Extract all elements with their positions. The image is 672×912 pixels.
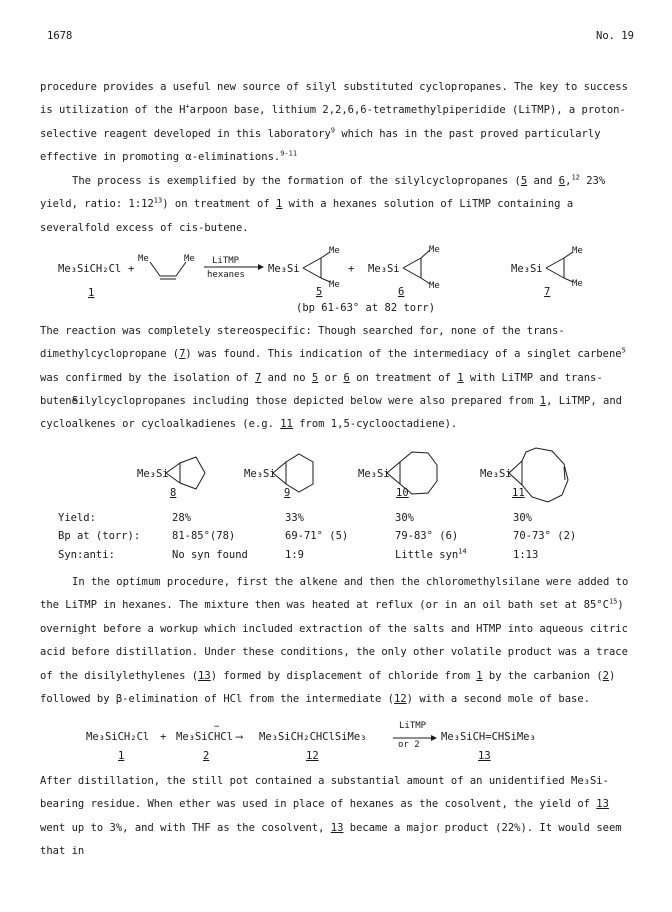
svg-text:Me: Me (138, 254, 149, 264)
table-cell: Little syn$^{14}$ (395, 547, 467, 561)
row-label-bp: Bp at (torr): (58, 530, 141, 542)
scheme2-label-12: 12 (306, 750, 319, 762)
paragraph-stereospecific: The reaction was completely stereospecific: Though searched for, none of the trans-dimethylcyclopropane (7) was found. This indication of the intermediacy of a singlet carbene$^5$ was confirmed by the isolation of 7 and no 5 or 6 on treatment of 1 with LiTMP and trans-butene. (40, 325, 626, 408)
svg-text:Me: Me (429, 245, 440, 255)
table-cell: 33% (285, 512, 304, 524)
label-8: 8 (170, 487, 177, 499)
scheme2-label-1: 1 (118, 750, 125, 762)
label-1: 1 (88, 287, 95, 299)
table-cell: 70-73° (2) (513, 530, 577, 542)
reaction-scheme-1 (0, 240, 672, 320)
structure-8 (166, 457, 205, 489)
table-cell: 28% (172, 512, 191, 524)
svg-text:Me₃Si: Me₃Si (244, 468, 276, 480)
label-10: 10 (396, 487, 409, 499)
table-cell: 1:13 (513, 549, 539, 561)
scheme2-reactant-1: Me₃SiCH₂Cl (86, 731, 150, 743)
cis-butene-structure (150, 262, 186, 279)
cyclopropane-7 (546, 252, 573, 282)
reactant-formula: Me₃SiCH₂Cl (58, 263, 122, 275)
svg-text:Me₃Si: Me₃Si (480, 468, 512, 480)
table-cell: 30% (513, 512, 532, 524)
product-6-si: Me₃Si (368, 263, 400, 275)
cyclopropane-5 (303, 252, 330, 282)
arrow-solvent: hexanes (207, 270, 245, 280)
scheme2-arrow-alt: or 2 (398, 740, 420, 750)
paragraph-distillation: After distillation, the still pot contained a substantial amount of an unidentified Me₃Si-bearing residue. When ether was used in place of hexanes as the cosolvent, the yield of 13 went up to 3%, and with THF as the cosolvent, 13 became a major product (22%). It would seem that in (40, 775, 622, 858)
paragraph-intro: procedure provides a useful new source of silyl substituted cyclopropanes. The key to success is utilization of the H+arpoon base, lithium 2,2,6,6-tetramethylpiperidide (LiTMP), a proton-selective reagent developed in this laboratory$^9$ which has in the past proved particularly effective in promoting α-eliminations.$^{9-11}$ (40, 81, 628, 164)
paragraph-process: The process is exemplified by the formation of the silylcyclopropanes (5 and 6,12 23% yield, ratio: $1:12^{13}$) on treatment of 1 with a hexanes solution of LiTMP containing a severalfold excess of cis-butene. (40, 173, 606, 234)
structure-9 (273, 454, 313, 492)
scheme2-label-2: 2 (203, 750, 210, 762)
scheme2-intermediate: Me₃SiCH₂CHClSiMe₃ (259, 731, 367, 743)
scheme2-label-13: 13 (478, 750, 491, 762)
bicyclic-structures (0, 440, 672, 510)
boiling-point: (bp 61-63° at 82 torr) (296, 302, 436, 314)
table-cell: No syn found (172, 549, 248, 561)
product-5-si: Me₃Si (268, 263, 300, 275)
row-label-yield: Yield: (58, 512, 96, 524)
plus-sign: + (128, 263, 135, 275)
svg-text:Me: Me (184, 254, 195, 264)
row-label-syn-anti: Syn:anti: (58, 549, 115, 561)
svg-text:Me: Me (429, 281, 440, 291)
scheme2-arrow-reagent: LiTMP (399, 721, 427, 731)
table-cell: 30% (395, 512, 414, 524)
paragraph-procedure: In the optimum procedure, first the alkene and then the chloromethylsilane were added to the LiTMP in hexanes. The mixture then was heated at reflux (or in an oil bath set at $85^\circ C^{15}$) overnight before a workup which included extraction of the salts and HTMP into aqueous citric acid before distillation. Under these conditions, the only other volatile product was a trace of the disilylethylenes (13) formed by displacement of chloride from 1 by the carbanion (2) followed by β-elimination of HCl from the intermediate (12) with a second mole of base. (40, 576, 629, 706)
svg-text:Me₃Si: Me₃Si (137, 468, 169, 480)
svg-text:Me₃Si: Me₃Si (358, 468, 390, 480)
table-cell: 1:9 (285, 549, 304, 561)
label-6: 6 (398, 286, 405, 298)
cyclopropane-6 (403, 250, 430, 284)
scheme2-product: Me₃SiCH=CHSiMe₃ (441, 731, 536, 743)
table-cell: 79-83° (6) (395, 530, 459, 542)
page-number: 1678 (47, 30, 73, 42)
scheme2-plus: + (160, 731, 167, 743)
svg-text:Me: Me (329, 246, 340, 256)
table-cell: 81-85°(78) (172, 530, 236, 542)
scheme2-arrow: ⟶ (236, 731, 243, 743)
paragraph-silylcyclopropanes: Silylcyclopropanes including those depicted below were also prepared from 1, LiTMP, and cycloalkenes or cycloalkadienes (e.g. 11 from 1,5-cyclooctadiene). (40, 395, 622, 431)
label-7: 7 (544, 286, 551, 298)
issue-number: No. 19 (596, 30, 634, 42)
label-11: 11 (512, 487, 525, 499)
svg-text:Me: Me (329, 280, 340, 290)
table-cell: 69-71° (5) (285, 530, 349, 542)
arrow-reagent: LiTMP (212, 256, 240, 266)
scheme2-reactant-2: Me₃SiC − HCl (176, 722, 233, 743)
product-7-si: Me₃Si (511, 263, 543, 275)
svg-text:Me: Me (572, 279, 583, 289)
svg-text:+: + (348, 263, 355, 275)
label-9: 9 (284, 487, 291, 499)
structure-10 (387, 452, 437, 494)
svg-text:Me: Me (572, 246, 583, 256)
label-5: 5 (316, 286, 323, 298)
